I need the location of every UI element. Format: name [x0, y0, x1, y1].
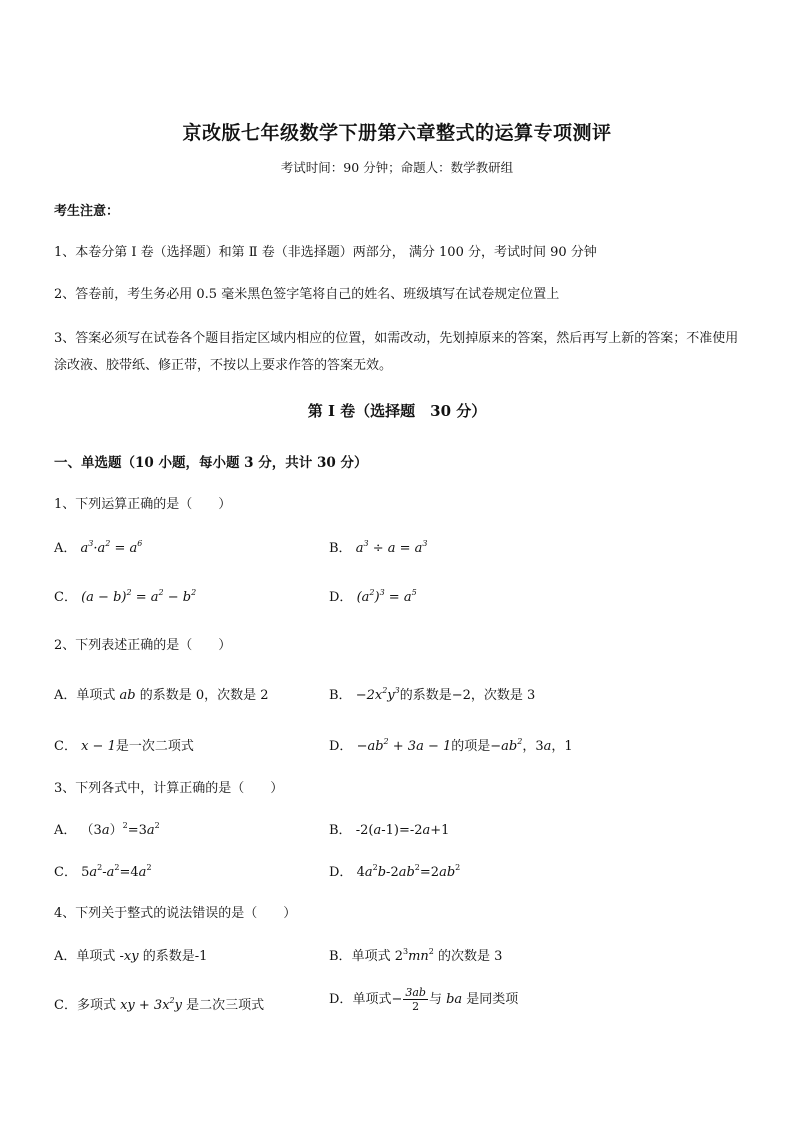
math-expression: $a^3\cdot a^2 = a^6$ [80, 539, 143, 556]
option-a: A．单项式 ab 的系数是 0，次数是 2 [54, 688, 269, 703]
option-c: C．多项式 xy + $3x^2y$ 是二次三项式 [54, 996, 265, 1013]
option-a [54, 537, 142, 556]
math-expression: -2(a-1)=-2a+1 [355, 823, 450, 838]
option-label: B． [329, 949, 352, 964]
option-label: C． [54, 865, 77, 880]
option-d [329, 861, 460, 880]
option-label: A． [54, 823, 77, 838]
question-stem: 1、下列运算正确的是（ ） [54, 497, 232, 512]
option-b [329, 819, 449, 838]
option-label: A． [54, 688, 77, 703]
option-label: A． [54, 949, 77, 964]
option-label: B． [329, 688, 352, 703]
option-label: C． [54, 739, 77, 754]
option-d: D．单项式− $\frac{3ab}{2}$ 与 ba 是同类项 [329, 986, 519, 1013]
notice-item: 3、答案必须写在试卷各个题目指定区域内相应的位置，如需改动，先划掉原来的答案，然后再写上新的答案；不准使用涂改液、胶带纸、修正带，不按以上要求作答的答案无效。 [54, 331, 739, 373]
option-c [54, 586, 196, 605]
option-label: D． [329, 739, 353, 754]
option-d: D． $-ab^2 + 3a - 1$的项是$-ab^2$，3a，1 [329, 737, 573, 754]
math-expression: $4a^2b-2ab^2=2ab^2$ [356, 863, 461, 880]
option-label: A． [54, 541, 77, 556]
notice-heading: 考生注意： [54, 204, 120, 219]
math-expression: x − 1 [81, 739, 116, 754]
option-label: C． [54, 590, 77, 605]
option-b: B．单项式 $2^3mn^2$ 的次数是 3 [329, 947, 503, 964]
option-label: D． [329, 992, 353, 1007]
math-expression: $(a - b)^2 = a^2 - b^2$ [81, 588, 197, 605]
page-title: 京改版七年级数学下册第六章整式的运算专项测评 [182, 122, 612, 144]
option-c [54, 861, 152, 880]
math-expression: $(3a)^2=3a^2$ [80, 821, 160, 838]
option-b [329, 537, 427, 556]
notice-item: 1、本卷分第 Ⅰ 卷（选择题）和第 Ⅱ 卷（非选择题）两部分， 满分 100 分，考试时间 90 分钟 [54, 245, 597, 260]
option-b: B． $-2x^2y^3$的系数是−2，次数是 3 [329, 686, 536, 703]
option-label: B． [329, 541, 352, 556]
exam-info: 考试时间：90 分钟；命题人：数学教研组 [280, 160, 514, 175]
math-expression: $5a^2-a^2=4a^2$ [81, 863, 152, 880]
math-expression: xy + $3x^2y$ [120, 996, 182, 1013]
math-expression: -xy [119, 949, 139, 964]
notice-item: 2、答卷前，考生务必用 0.5 毫米黑色签字笔将自己的姓名、班级填写在试卷规定位置上 [54, 287, 560, 302]
option-label: D． [329, 590, 353, 605]
option-label: D． [329, 865, 353, 880]
question-stem: 2、下列表述正确的是（ ） [54, 638, 232, 653]
math-expression: $a^3 \div a = a^3$ [355, 539, 428, 556]
question-stem: 3、下列各式中，计算正确的是（ ） [54, 781, 284, 796]
option-c: C． x − 1是一次二项式 [54, 739, 194, 754]
option-d [329, 586, 417, 605]
option-label: B． [329, 823, 352, 838]
math-expression: $2^3mn^2$ [394, 947, 434, 964]
math-expression: $-2x^2y^3$ [355, 686, 400, 703]
fraction: $\frac{3ab}{2}$ [405, 986, 426, 1013]
math-expression: $(a^2)^3 = a^5$ [356, 588, 417, 605]
option-a: A．单项式 -xy 的系数是-1 [54, 949, 208, 964]
math-expression: ba [446, 992, 463, 1007]
part-title: 第 I 卷（选择题 30 分） [307, 402, 487, 420]
section-title: 一、单选题（10 小题，每小题 3 分，共计 30 分） [54, 455, 368, 471]
option-label: C． [54, 998, 77, 1013]
option-a [54, 819, 160, 838]
question-stem: 4、下列关于整式的说法错误的是（ ） [54, 906, 297, 921]
math-expression: $-ab^2 + 3a - 1$ [356, 737, 452, 754]
math-expression: ab [119, 688, 136, 703]
